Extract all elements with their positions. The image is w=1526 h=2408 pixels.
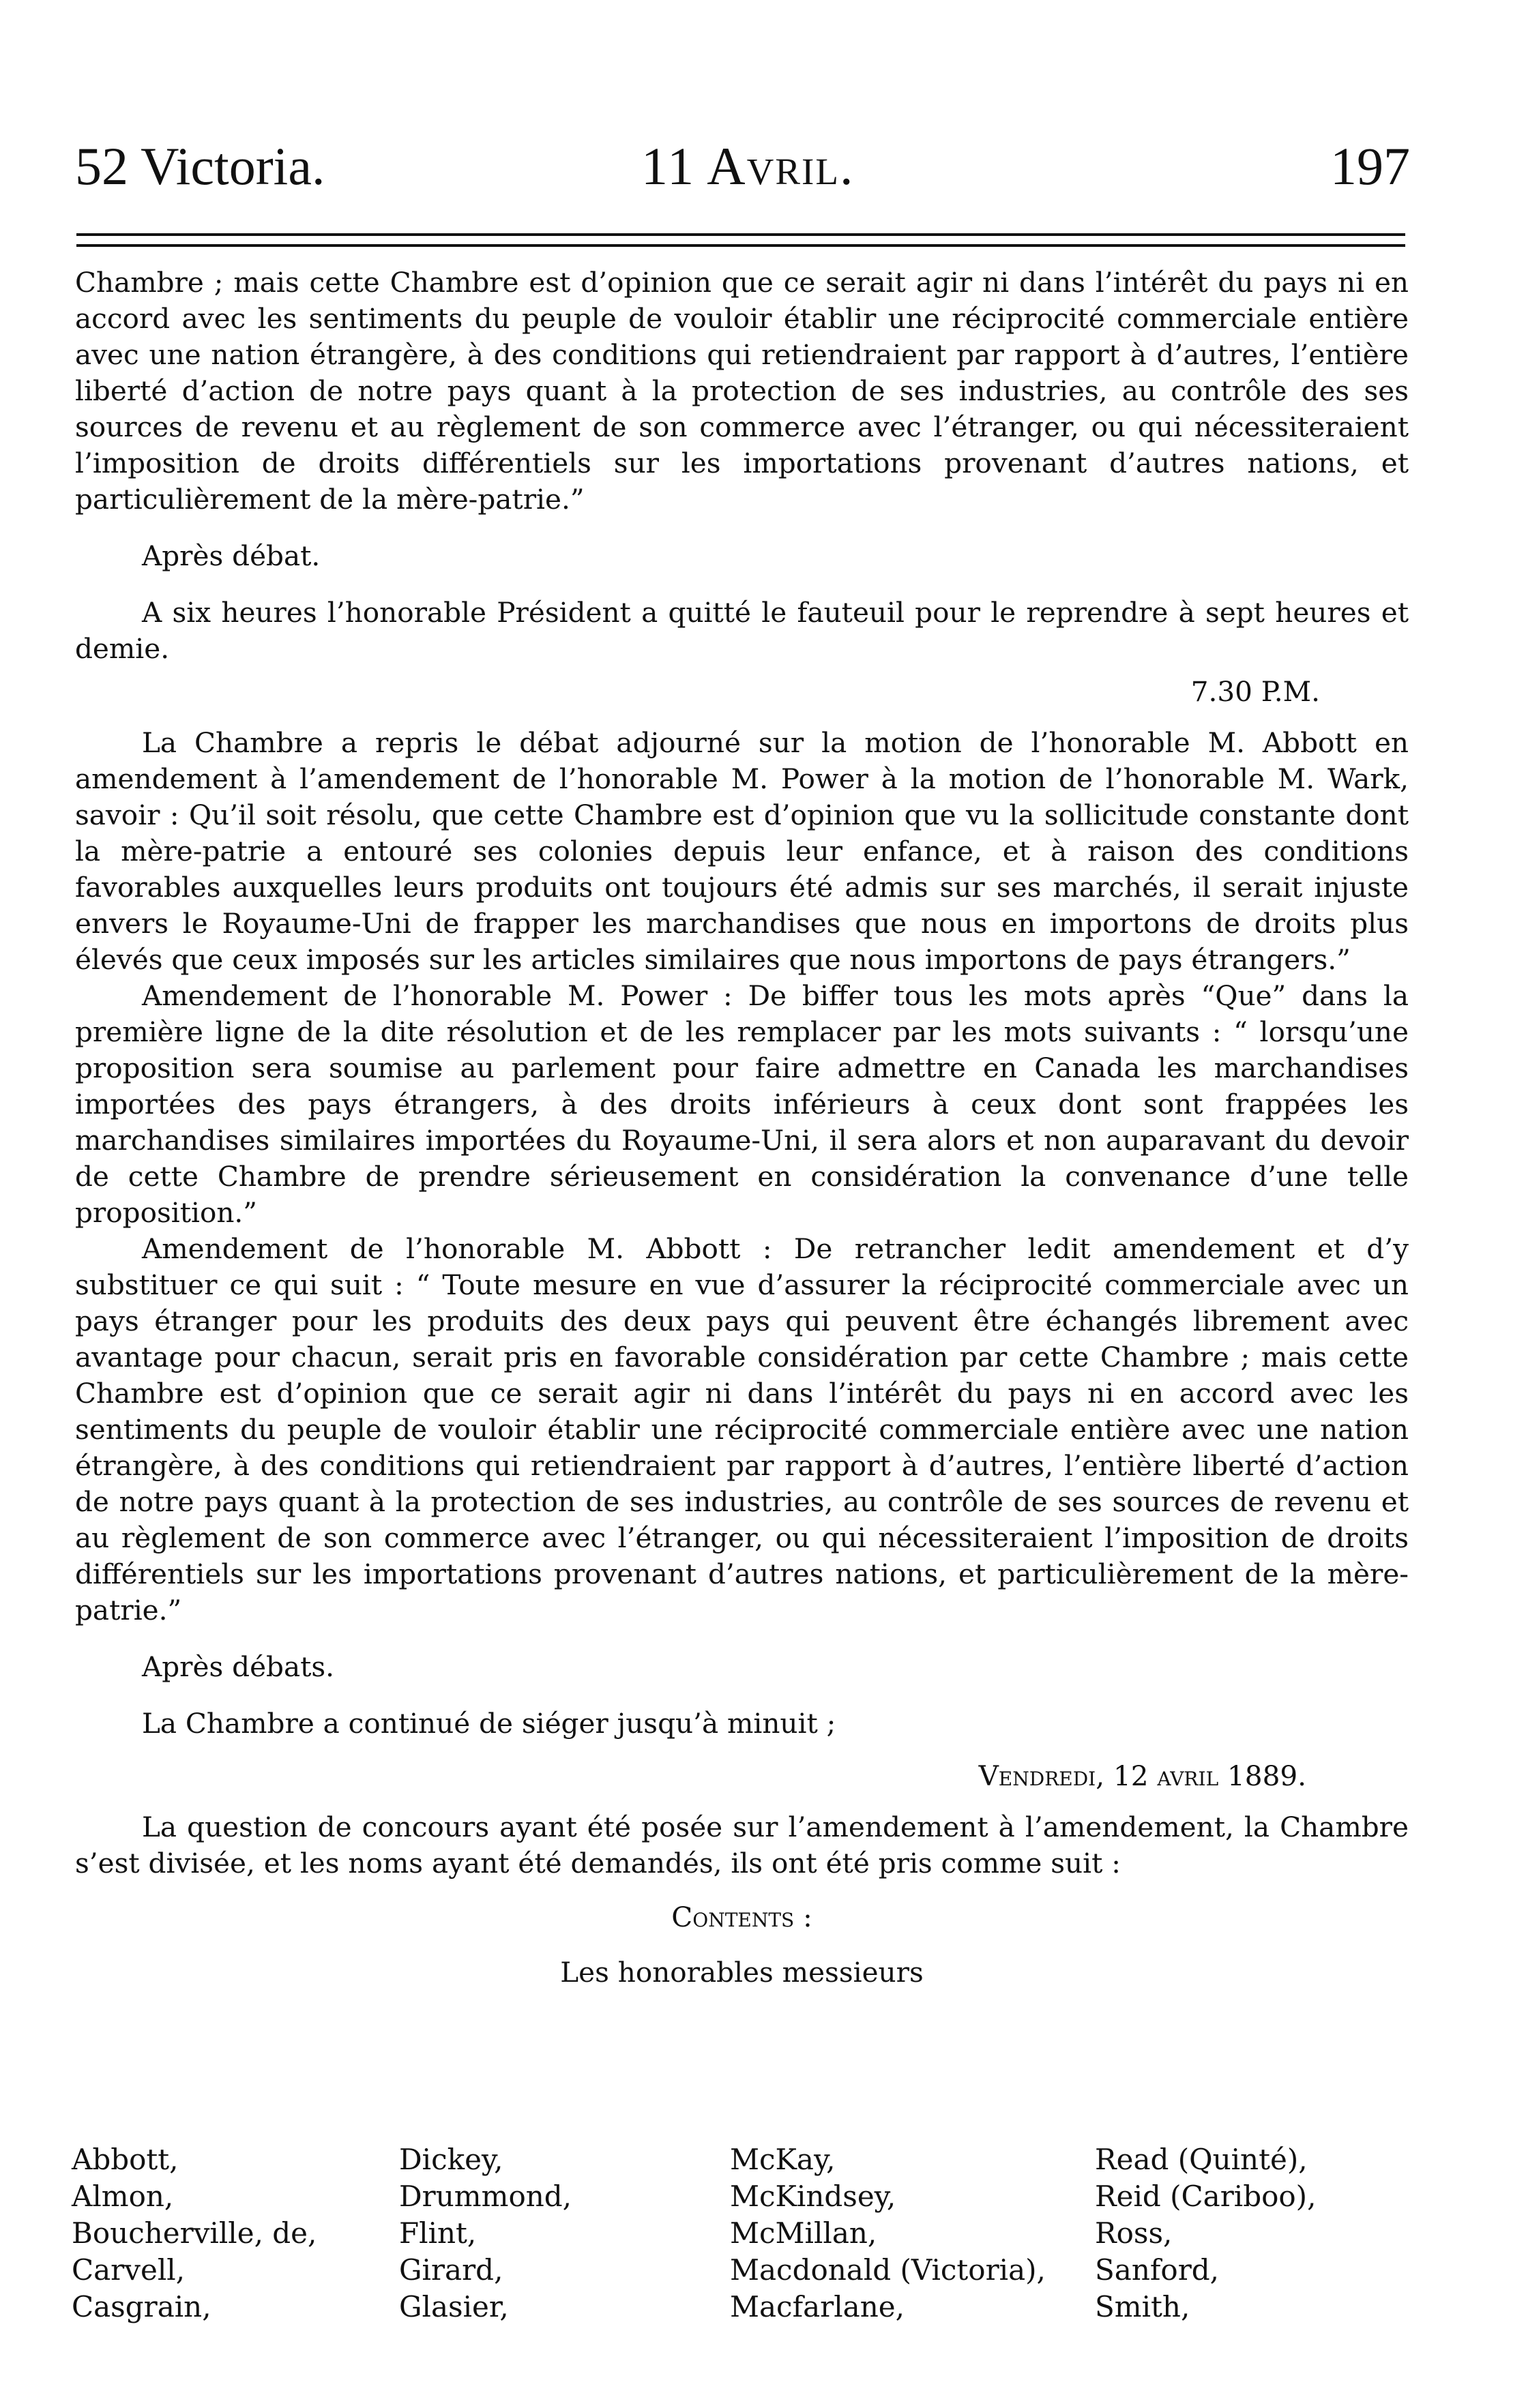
paragraph-continuation: Chambre ; mais cette Chambre est d’opinion que ce serait agir ni dans l’intérêt du pays ni en accord avec les sentiments du peuple de vouloir établir une réciprocité commerciale entière avec une nation étrangère, à des conditions qui retiendraient par rapport à d’autres, l’entière liberté d’action de notre pays quant à la protection de ses industries, au contrôle des ses sources de revenu et au règlement de son commerce avec l’étranger, ou qui nécessiteraient l’imposition de droits différentiels sur les importations provenant d’autres nations, et particulièrement de la mère-patrie.” [75,266,1409,516]
document-body [75,265,1409,1991]
list-item: Casgrain, [72,2290,211,2323]
list-item: Carvell, [72,2253,186,2287]
list-item: McMillan, [730,2216,877,2250]
list-item: Almon, [72,2180,174,2213]
paragraph-six-heures: A six heures l’honorable Président a quitté le fauteuil pour le reprendre à sept heures et demie. [75,596,1409,665]
paragraph-minuit: La Chambre a continué de siéger jusqu’à minuit ; [142,1707,836,1740]
list-item: Abbott, [72,2143,179,2176]
header-rule-bottom [76,244,1405,247]
list-item: Sanford, [1095,2253,1220,2287]
time-stamp: 7.30 P.M. [1190,675,1320,708]
list-item: Macdonald (Victoria), [730,2253,1046,2287]
paragraph-amendement-power: Amendement de l’honorable M. Power : De biffer tous les mots après “Que” dans la première ligne de la dite résolution et de les remplacer par les mots suivants : “ lorsqu’une proposition sera soumise au parlement pour faire admettre en Canada les marchandises importées des pays étrangers, à des droits inférieurs à ceux dont sont frappées les marchandises similaires importées du Royaume-Uni, il sera alors et non auparavant du devoir de cette Chambre de prendre sérieusement en considération la convenance d’une telle proposition.” [75,979,1409,1229]
honorables-heading: Les honorables messieurs [560,1956,924,1989]
paragraph-apres-debat: Après débat. [142,539,321,572]
list-item: Macfarlane, [730,2290,905,2323]
list-item: Girard, [399,2253,503,2287]
list-item: Read (Quinté), [1095,2143,1308,2176]
page-number: 197 [1330,136,1410,196]
names-column-2 [399,2141,572,2325]
names-column-3 [730,2141,1046,2325]
date-line: Vendredi, 12 avril 1889. [978,1759,1306,1792]
list-item: Boucherville, de, [72,2216,317,2250]
names-column-1 [72,2141,317,2325]
header-rule-top [76,233,1405,236]
list-item: Smith, [1095,2290,1190,2323]
list-item: Drummond, [399,2180,572,2213]
contents-heading: Contents : [671,1901,812,1933]
list-item: Ross, [1095,2216,1173,2250]
paragraph-amendement-abbott: Amendement de l’honorable M. Abbott : De retrancher ledit amendement et d’y substituer ce qui suit : “ Toute mesure en vue d’assurer la réciprocité commerciale avec un pays étranger pour les produits des deux pays qui peuvent être échangés librement avec avantage pour chacun, serait pris en favorable considération par cette Chambre ; mais cette Chambre est d’opinion que ce serait agir ni dans l’intérêt du pays ni en accord avec les sentiments du peuple de vouloir établir une réciprocité commerciale entière avec une nation étrangère, à des conditions qui retiendraient par rapport à d’autres, l’entière liberté d’action de notre pays quant à la protection de ses industries, au contrôle de ses sources de revenu et au règlement de son commerce avec l’étranger, ou qui nécessiteraient l’imposition de droits différentiels sur les importations provenant d’autres nations, et particulièrement de la mère-patrie.” [75,1232,1409,1626]
names-column-4 [1095,2141,1316,2325]
list-item: Glasier, [399,2290,509,2323]
list-item: Dickey, [399,2143,503,2176]
list-item: McKay, [730,2143,836,2176]
header-session: 52 Victoria. [75,136,325,196]
paragraph-question: La question de concours ayant été posée sur l’amendement à l’amendement, la Chambre s’est divisée, et les noms ayant été demandés, ils ont été pris comme suit : [75,1811,1409,1879]
header-date: 11 Avril. [641,136,855,196]
paragraph-apres-debats: Après débats. [142,1650,335,1683]
list-item: Reid (Cariboo), [1095,2180,1317,2213]
list-item: McKindsey, [730,2180,896,2213]
paragraph-debat-repris: La Chambre a repris le débat adjourné sur la motion de l’honorable M. Abbott en amendement à l’amendement de l’honorable M. Power à la motion de l’honorable M. Wark, savoir : Qu’il soit résolu, que cette Chambre est d’opinion que vu la sollicitude constante dont la mère-patrie a entouré ses colonies depuis leur enfance, et à raison des conditions favorables auxquelles leurs produits ont toujours été admis sur ses marchés, il serait injuste envers le Royaume-Uni de frapper les marchandises que nous en importons de droits plus élevés que ceux imposés sur les articles similaires que nous importons de pays étrangers.” [75,726,1409,976]
list-item: Flint, [399,2216,477,2250]
